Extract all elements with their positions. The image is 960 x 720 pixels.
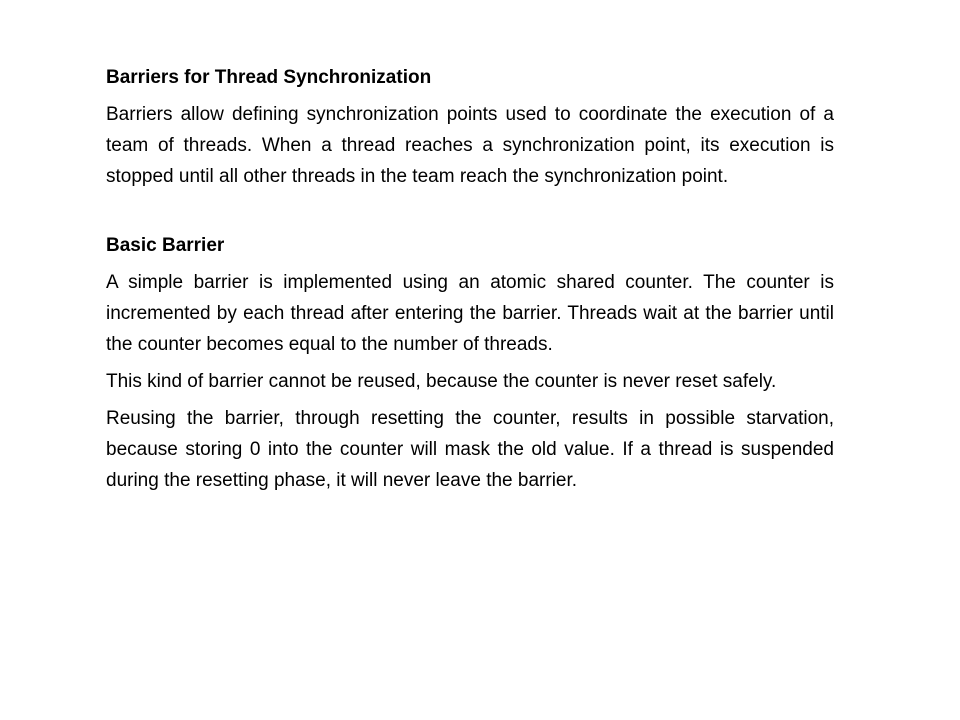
paragraph-starvation-note: Reusing the barrier, through resetting the counter, results in possible starvation, because storing 0 into the counter will mask the old value. If a thread is suspended during the resetting phase, it will never leave the barrier. — [106, 408, 834, 491]
paragraph-basic-barrier-description: A simple barrier is implemented using an atomic shared counter. The counter is incremented by each thread after entering the barrier. Threads wait at the barrier until the counter becomes equal to the number of threads. — [106, 272, 834, 355]
section-heading-basic-barrier: Basic Barrier — [106, 235, 225, 256]
paragraph-barriers-intro: Barriers allow defining synchronization points used to coordinate the execution of a team of threads. When a thread reaches a synchronization point, its execution is stopped until all other threads in the team reach the synchronization point. — [106, 104, 834, 187]
section-spacer — [106, 198, 834, 230]
paragraph-reuse-limitation: This kind of barrier cannot be reused, because the counter is never reset safely. — [106, 371, 777, 392]
slide-content — [106, 62, 834, 502]
section-heading-barriers: Barriers for Thread Synchronization — [106, 67, 432, 88]
